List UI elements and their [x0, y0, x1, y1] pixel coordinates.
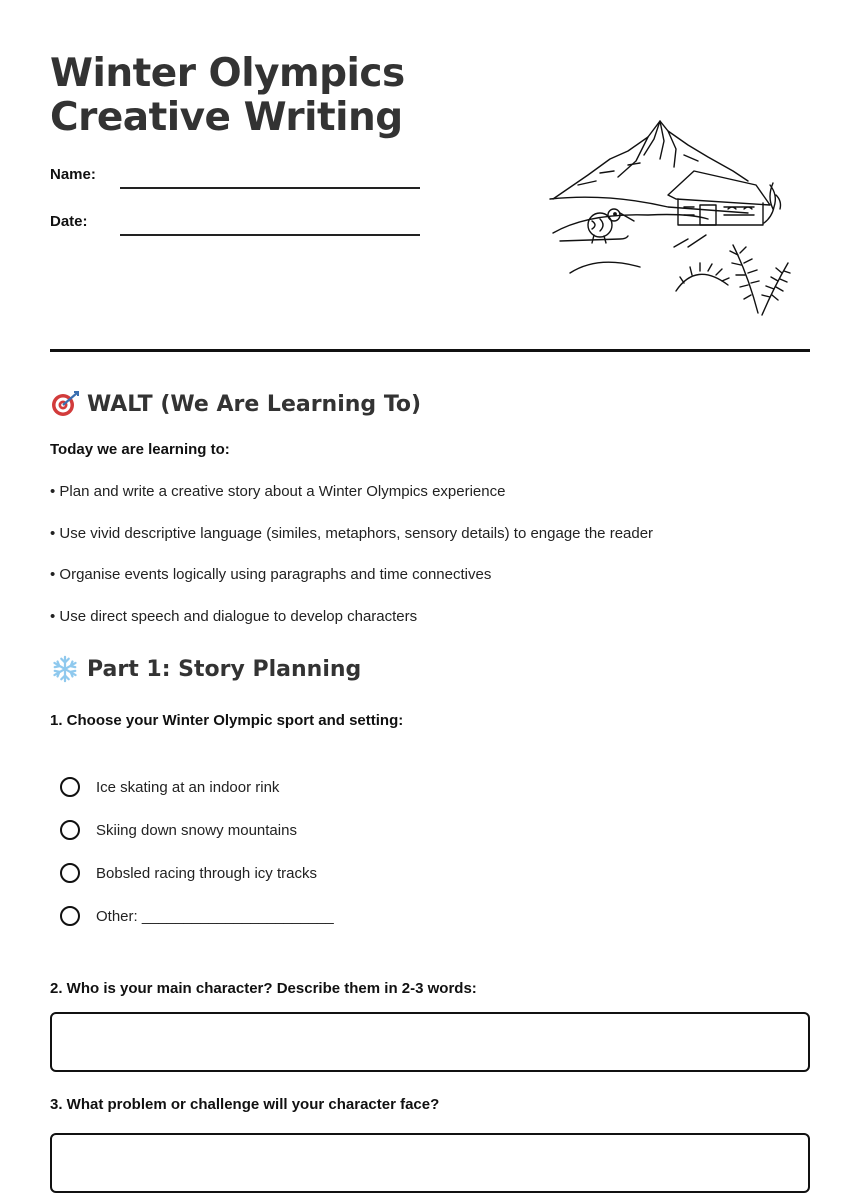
part1-heading	[50, 655, 361, 683]
snowflake-icon	[50, 655, 80, 683]
question-2: 2. Who is your main character? Describe them in 2-3 words:	[50, 980, 477, 997]
walt-bullet: • Use direct speech and dialogue to develop characters	[50, 608, 418, 625]
sport-option[interactable]	[60, 777, 279, 797]
name-label: Name:	[50, 166, 96, 183]
radio-button[interactable]	[60, 820, 80, 840]
sport-option[interactable]	[60, 820, 297, 840]
option-label: Skiing down snowy mountains	[96, 821, 297, 839]
winter-scene-illustration	[548, 115, 793, 323]
question-1: 1. Choose your Winter Olympic sport and setting:	[50, 712, 404, 729]
walt-heading-text: WALT (We Are Learning To)	[87, 391, 422, 417]
date-field[interactable]	[120, 234, 420, 236]
name-field[interactable]	[120, 187, 420, 189]
target-icon	[50, 390, 80, 418]
date-label: Date:	[50, 213, 88, 230]
radio-button[interactable]	[60, 863, 80, 883]
part1-heading-text: Part 1: Story Planning	[87, 656, 362, 682]
challenge-answer-box[interactable]	[50, 1133, 810, 1193]
character-answer-box[interactable]	[50, 1012, 810, 1072]
sport-option[interactable]	[60, 906, 334, 926]
walt-bullet: • Plan and write a creative story about a Winter Olympics experience	[50, 483, 506, 500]
question-3: 3. What problem or challenge will your character face?	[50, 1096, 440, 1113]
walt-heading	[50, 390, 421, 418]
radio-button[interactable]	[60, 777, 80, 797]
option-label: Bobsled racing through icy tracks	[96, 864, 317, 882]
walt-bullet: • Organise events logically using paragraphs and time connectives	[50, 566, 492, 583]
option-label: Other: _______________________	[96, 907, 334, 925]
title-line-2: Creative Writing	[50, 95, 403, 140]
walt-intro: Today we are learning to:	[50, 441, 230, 458]
header-divider	[50, 349, 810, 352]
option-label: Ice skating at an indoor rink	[96, 778, 280, 796]
worksheet-title	[50, 52, 405, 140]
walt-bullet: • Use vivid descriptive language (similes, metaphors, sensory details) to engage the reader	[50, 525, 654, 542]
title-line-1: Winter Olympics	[50, 51, 405, 96]
sport-option[interactable]	[60, 863, 317, 883]
radio-button[interactable]	[60, 906, 80, 926]
